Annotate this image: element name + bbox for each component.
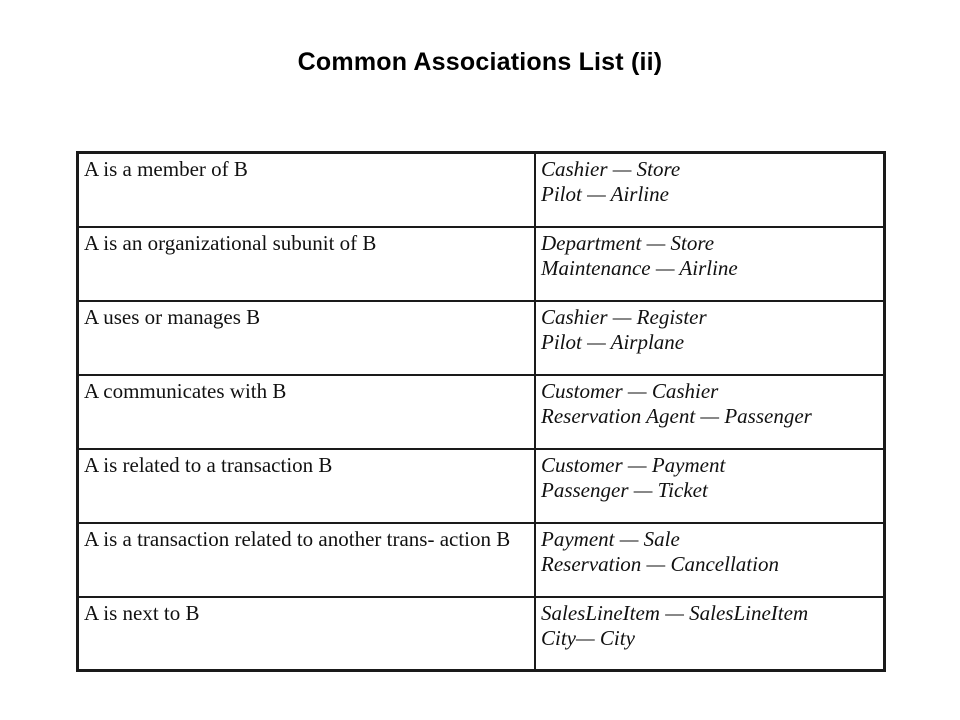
example-line: Cashier — Register: [541, 304, 707, 329]
table-row: [78, 597, 885, 671]
category-cell: A is a member of B: [78, 153, 536, 227]
category-cell: A uses or manages B: [78, 301, 536, 375]
table-row: [78, 449, 885, 523]
table-row: [78, 523, 885, 597]
category-cell: A is related to a transaction B: [78, 449, 536, 523]
example-line: Reservation Agent — Passenger: [541, 403, 812, 428]
examples-cell: [535, 301, 885, 375]
associations-table-body: [78, 153, 885, 671]
example-line: Reservation — Cancellation: [541, 551, 779, 576]
example-line: Payment — Sale: [541, 526, 680, 551]
table-row: [78, 301, 885, 375]
example-line: City— City: [541, 625, 635, 650]
example-line: Maintenance — Airline: [541, 255, 738, 280]
associations-table: [76, 151, 886, 672]
table-row: [78, 153, 885, 227]
example-line: Passenger — Ticket: [541, 477, 708, 502]
example-line: Pilot — Airplane: [541, 329, 685, 354]
examples-cell: [535, 523, 885, 597]
example-line: Department — Store: [541, 230, 715, 255]
category-cell: A is a transaction related to another trans- action B: [78, 523, 536, 597]
examples-cell: [535, 227, 885, 301]
examples-cell: [535, 375, 885, 449]
examples-cell: [535, 597, 885, 671]
example-line: SalesLineItem — SalesLineItem: [541, 600, 809, 625]
example-line: Pilot — Airline: [541, 182, 669, 206]
example-line: Customer — Payment: [541, 452, 726, 477]
example-line: Cashier — Store: [541, 157, 681, 181]
table-row: [78, 375, 885, 449]
category-cell: A is an organizational subunit of B: [78, 227, 536, 301]
example-line: Customer — Cashier: [541, 378, 719, 403]
category-cell: A communicates with B: [78, 375, 536, 449]
slide-title: Common Associations List (ii): [297, 48, 663, 76]
table-row: [78, 227, 885, 301]
examples-cell: [535, 449, 885, 523]
examples-cell: [535, 153, 885, 227]
category-cell: A is next to B: [78, 597, 536, 671]
